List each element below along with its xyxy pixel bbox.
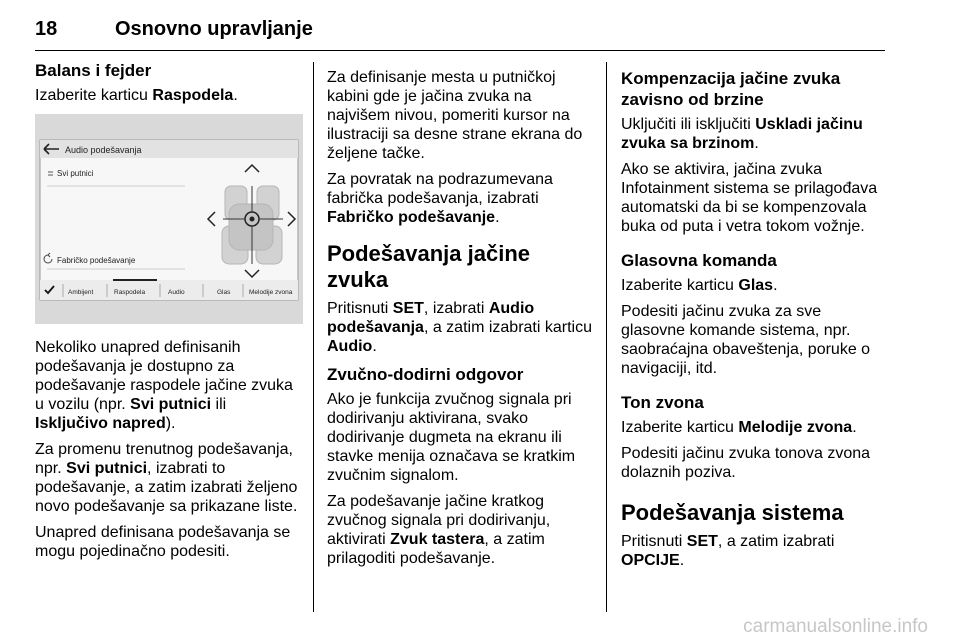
page-title: Osnovno upravljanje bbox=[115, 18, 313, 40]
heading-kompenzacija: Kompenzacija jačine zvuka zavisno od brzine bbox=[621, 69, 841, 109]
header-rule bbox=[35, 50, 885, 51]
screen-title: Audio podešavanja bbox=[65, 145, 142, 155]
tab-melodije-zvona: Melodije zvona bbox=[249, 289, 293, 296]
heading-zvucno-dodirni-odgovor: Zvučno-dodirni odgovor bbox=[327, 365, 524, 384]
heading-podesavanja-jacine-zvuka: Podešavanja jačine zvuka bbox=[327, 241, 530, 292]
paragraph: Ako je funkcija zvučnog signala pri dodirivanju aktivirana, svako dodirivanje dugmeta na ekranu ili stavke menija označava se kratkim zvučnim signalom. bbox=[327, 391, 576, 484]
column-divider-1 bbox=[313, 62, 314, 612]
paragraph: Podesiti jačinu zvuka za sve glasovne komande sistema, npr. saobraćajna obaveštenja, poruke o navigaciji, itd. bbox=[621, 303, 871, 377]
tab-audio: Audio bbox=[168, 289, 185, 296]
option-selected: Svi putnici bbox=[57, 169, 94, 178]
page-number: 18 bbox=[35, 18, 58, 40]
column-1 bbox=[35, 60, 303, 568]
heading-podesavanja-sistema: Podešavanja sistema bbox=[621, 500, 844, 525]
paragraph: Pritisnuti SET, a zatim izabrati OPCIJE. bbox=[621, 533, 835, 569]
paragraph: Izaberite karticu Melodije zvona. bbox=[621, 419, 857, 436]
tab-ambijent: Ambijent bbox=[68, 289, 94, 296]
factory-reset-label: Fabričko podešavanje bbox=[57, 256, 136, 265]
heading-balans-fejder: Balans i fejder bbox=[35, 61, 152, 80]
page-header bbox=[35, 18, 885, 48]
tab-raspodela: Raspodela bbox=[114, 289, 146, 296]
heading-ton-zvona: Ton zvona bbox=[621, 393, 704, 412]
heading-glasovna-komanda: Glasovna komanda bbox=[621, 251, 777, 270]
column-divider-2 bbox=[606, 62, 607, 612]
audio-settings-screenshot bbox=[35, 114, 303, 324]
paragraph: Za povratak na podrazumevana fabrička podešavanja, izabrati Fabričko podešavanje. bbox=[327, 171, 553, 226]
tab-glas: Glas bbox=[217, 289, 231, 296]
paragraph: Izaberite karticu Raspodela. bbox=[35, 87, 238, 104]
column-2 bbox=[327, 60, 597, 575]
paragraph: Nekoliko unapred definisanih podešavanja je dostupno za podešavanje raspodele jačine zvuka u vozilu (npr. Svi putnici ili Isključivo napred). bbox=[35, 339, 293, 432]
paragraph: Pritisnuti SET, izabrati Audio podešavanja, a zatim izabrati karticu Audio. bbox=[327, 300, 592, 355]
paragraph: Unapred definisana podešavanja se mogu pojedinačno podesiti. bbox=[35, 524, 291, 560]
watermark: carmanualsonline.info bbox=[743, 616, 928, 637]
paragraph: Ako se aktivira, jačina zvuka Infotainment sistema se prilagođava automatski da bi se kompenzovala buka od puta i vetra tokom vožnje. bbox=[621, 161, 878, 235]
column-3 bbox=[621, 60, 889, 577]
paragraph: Za definisanje mesta u putničkoj kabini gde je jačina zvuka na najvišem nivou, pomeriti kursor na ilustraciji sa desne strane ekrana do željene tačke. bbox=[327, 69, 583, 162]
paragraph: Za promenu trenutnog podešavanja, npr. Svi putnici, izabrati to podešavanje, a zatim izabrati željeno novo podešavanje sa prikazane liste. bbox=[35, 441, 298, 515]
paragraph: Za podešavanje jačine kratkog zvučnog signala pri dodirivanju, aktivirati Zvuk tastera, a zatim prilagoditi podešavanje. bbox=[327, 493, 551, 567]
paragraph: Podesiti jačinu zvuka tonova zvona dolaznih poziva. bbox=[621, 445, 871, 481]
paragraph: Izaberite karticu Glas. bbox=[621, 277, 778, 294]
paragraph: Uključiti ili isključiti Uskladi jačinu zvuka sa brzinom. bbox=[621, 116, 863, 152]
